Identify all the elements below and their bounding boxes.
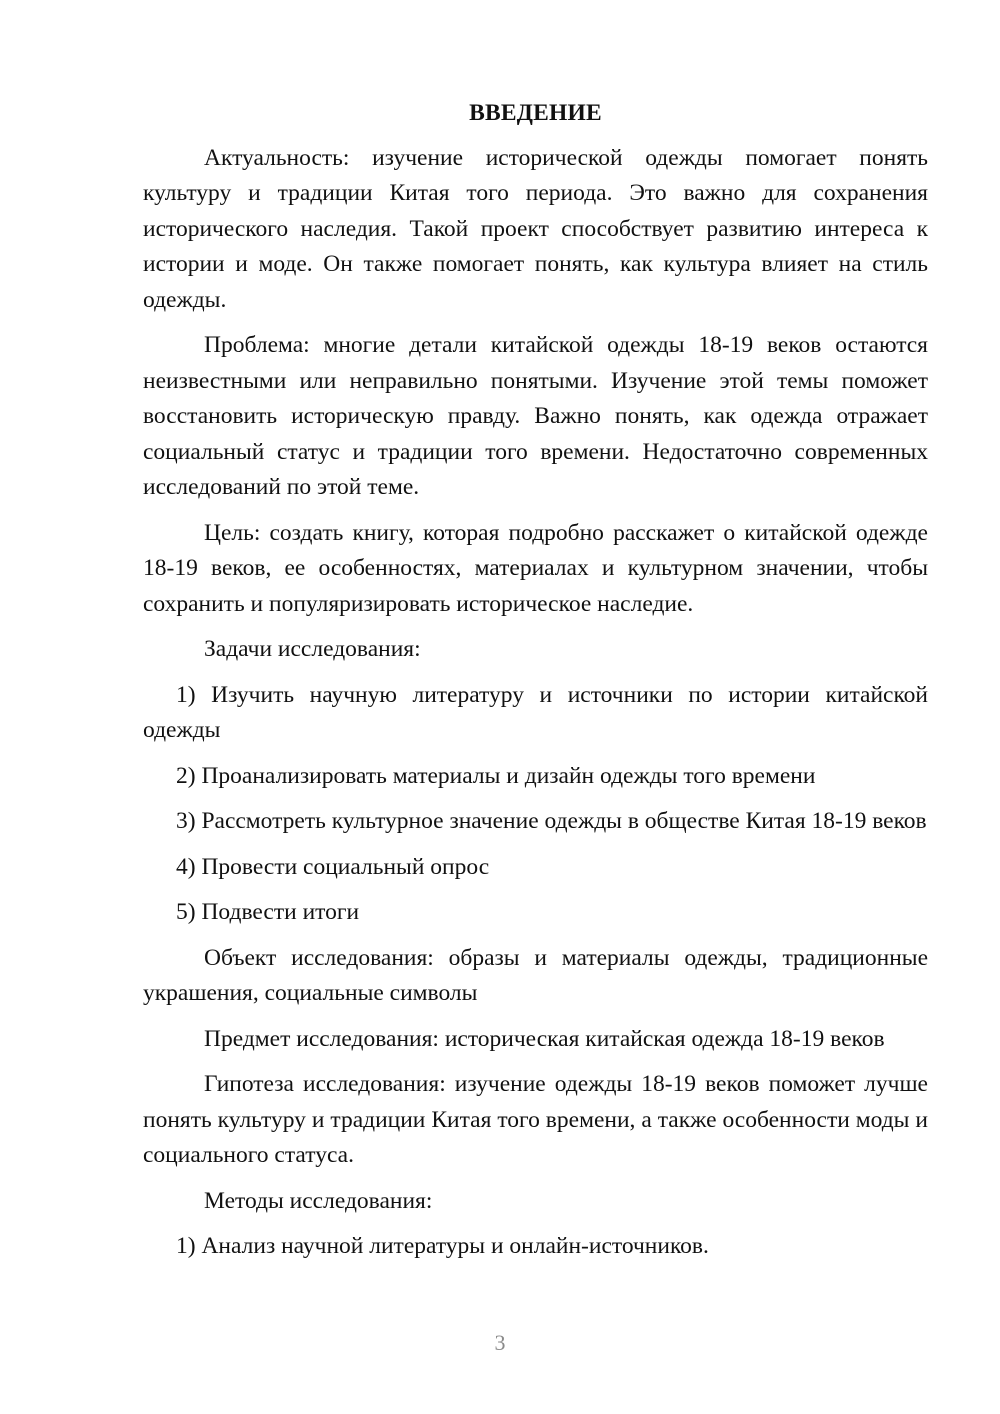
methods-heading: Методы исследования: <box>204 1187 433 1214</box>
research-object-paragraph: Объект исследования: образы и материалы одежды, традиционные украшения, социальные символы <box>143 944 928 1006</box>
research-subject-paragraph: Предмет исследования: историческая китайская одежда 18-19 веков <box>204 1025 885 1052</box>
method-item-1: 1) Анализ научной литературы и онлайн-источников. <box>176 1233 709 1259</box>
hypothesis-paragraph: Гипотеза исследования: изучение одежды 18-19 веков поможет лучше понять культуру и традиции Китая того времени, а также особенности моды и социального статуса. <box>143 1071 928 1168</box>
relevance-paragraph: Актуальность: изучение исторической одежды помогает понять культуру и традиции Китая того периода. Это важно для сохранения исторического наследия. Такой проект способствует развитию интереса к истории и моде. Он также помогает понять, как культура влияет на стиль одежды. <box>143 144 928 313</box>
task-item-4: 4) Провести социальный опрос <box>176 853 490 880</box>
task-item-3: 3) Рассмотреть культурное значение одежды в обществе Китая 18-19 веков <box>176 808 927 834</box>
task-item-5: 5) Подвести итоги <box>176 899 360 925</box>
task-item-2: 2) Проанализировать материалы и дизайн одежды того времени <box>176 762 816 789</box>
goal-paragraph: Цель: создать книгу, которая подробно расскажет о китайской одежде 18-19 веков, ее особенностях, материалах и культурном значении, чтобы сохранить и популяризировать историческое наследие. <box>143 519 928 617</box>
problem-paragraph: Проблема: многие детали китайской одежды 18-19 веков остаются неизвестными или неправильно понятыми. Изучение этой темы поможет восстановить историческую правду. Важно понять, как одежда отражает социальный статус и традиции того времени. Недостаточно современных исследований по этой теме. <box>143 332 928 500</box>
document-page <box>143 96 928 1275</box>
section-title: ВВЕДЕНИЕ <box>469 100 602 126</box>
tasks-heading: Задачи исследования: <box>204 636 421 662</box>
page-number: 3 <box>494 1330 506 1355</box>
task-item-1: 1) Изучить научную литературу и источники по истории китайской одежды <box>143 681 928 743</box>
